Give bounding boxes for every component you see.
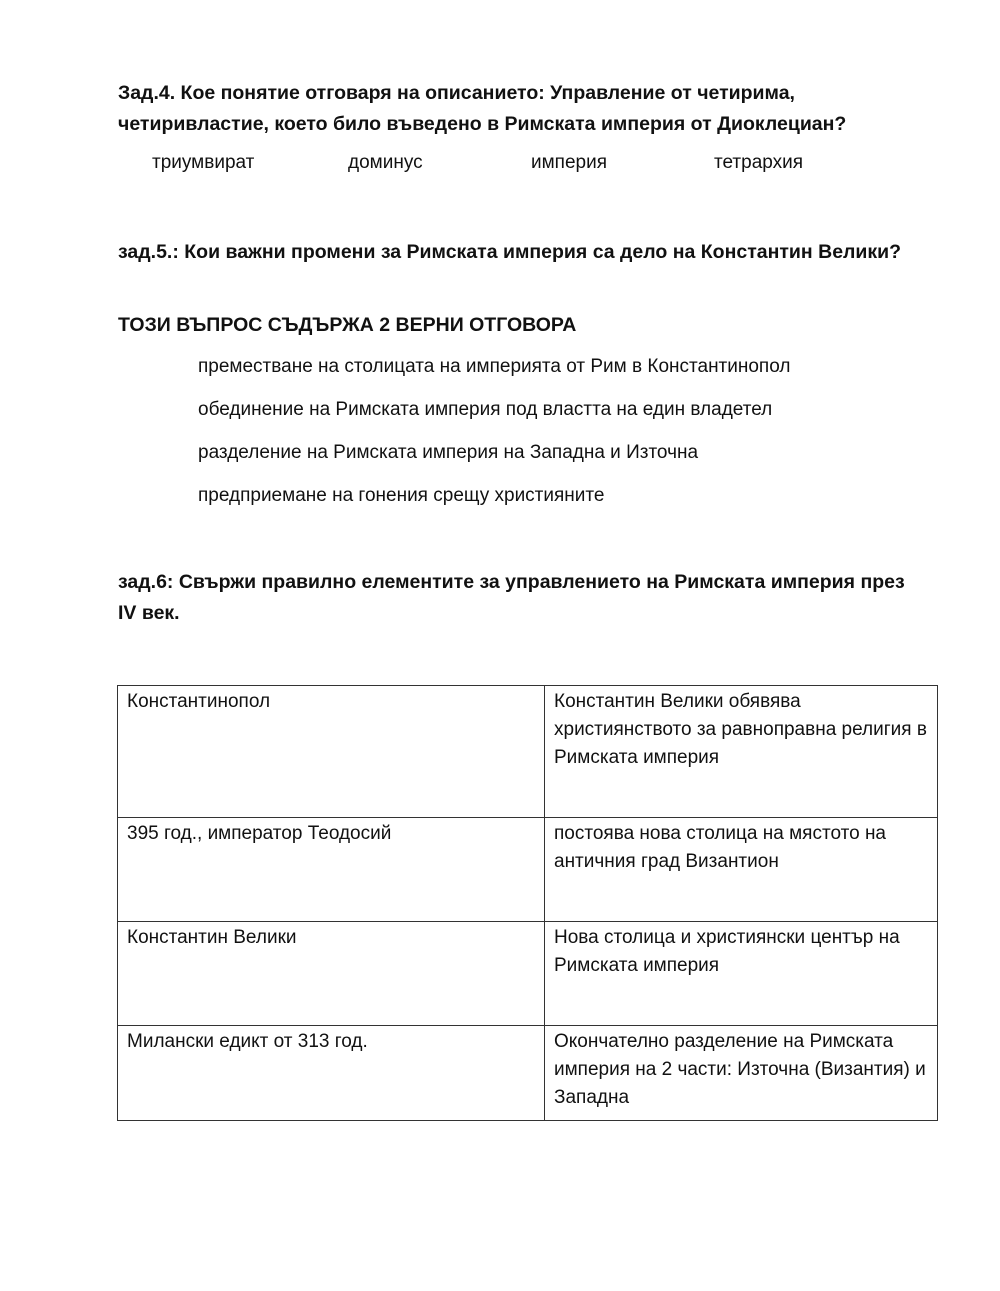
task6-question: зад.6: Свържи правилно елементите за управлението на Римската империя през IV век. (118, 571, 905, 624)
table-row (118, 1026, 938, 1121)
task4-option-tetrarchy[interactable]: тетрархия (714, 152, 804, 173)
table-row (118, 818, 938, 922)
match-left-item[interactable]: Константинопол (118, 686, 545, 818)
task5-option-division[interactable]: разделение на Римската империя на Западна и Източна (198, 442, 699, 463)
match-left-item[interactable]: Милански едикт от 313 год. (118, 1026, 545, 1121)
task6-matching-table (117, 685, 938, 1121)
match-left-item[interactable]: 395 год., император Теодосий (118, 818, 545, 922)
task4-option-dominus[interactable]: доминус (348, 152, 423, 173)
table-row (118, 922, 938, 1026)
match-left-item[interactable]: Константин Велики (118, 922, 545, 1026)
task5-option-persecution[interactable]: предприемане на гонения срещу християните (198, 485, 605, 506)
match-right-item[interactable]: Окончателно разделение на Римската империя на 2 части: Източна (Византия) и Западна (545, 1026, 938, 1121)
table-row (118, 686, 938, 818)
task4-option-triumvirate[interactable]: триумвират (152, 152, 255, 173)
match-right-item[interactable]: постоява нова столица на мястото на античния град Византион (545, 818, 938, 922)
task4-question: Зад.4. Кое понятие отговаря на описанието: Управление от четирима, четиривластие, което било въведено в Римската империя от Диоклециан? (118, 82, 847, 135)
task5-question: зад.5.: Кои важни промени за Римската империя са дело на Константин Велики? (118, 241, 902, 263)
task5-options (198, 352, 918, 524)
task5-option-unification[interactable]: обединение на Римската империя под властта на един владетел (198, 399, 773, 420)
task4-option-empire[interactable]: империя (531, 152, 607, 173)
task5-note: ТОЗИ ВЪПРОС СЪДЪРЖА 2 ВЕРНИ ОТГОВОРА (118, 314, 577, 336)
match-right-item[interactable]: Константин Велики обявява християнството за равноправна религия в Римската империя (545, 686, 938, 818)
task4-options (0, 152, 1000, 182)
match-right-item[interactable]: Нова столица и християнски център на Римската империя (545, 922, 938, 1026)
task5-option-move-capital[interactable]: преместване на столицата на империята от Рим в Константинопол (198, 356, 791, 377)
